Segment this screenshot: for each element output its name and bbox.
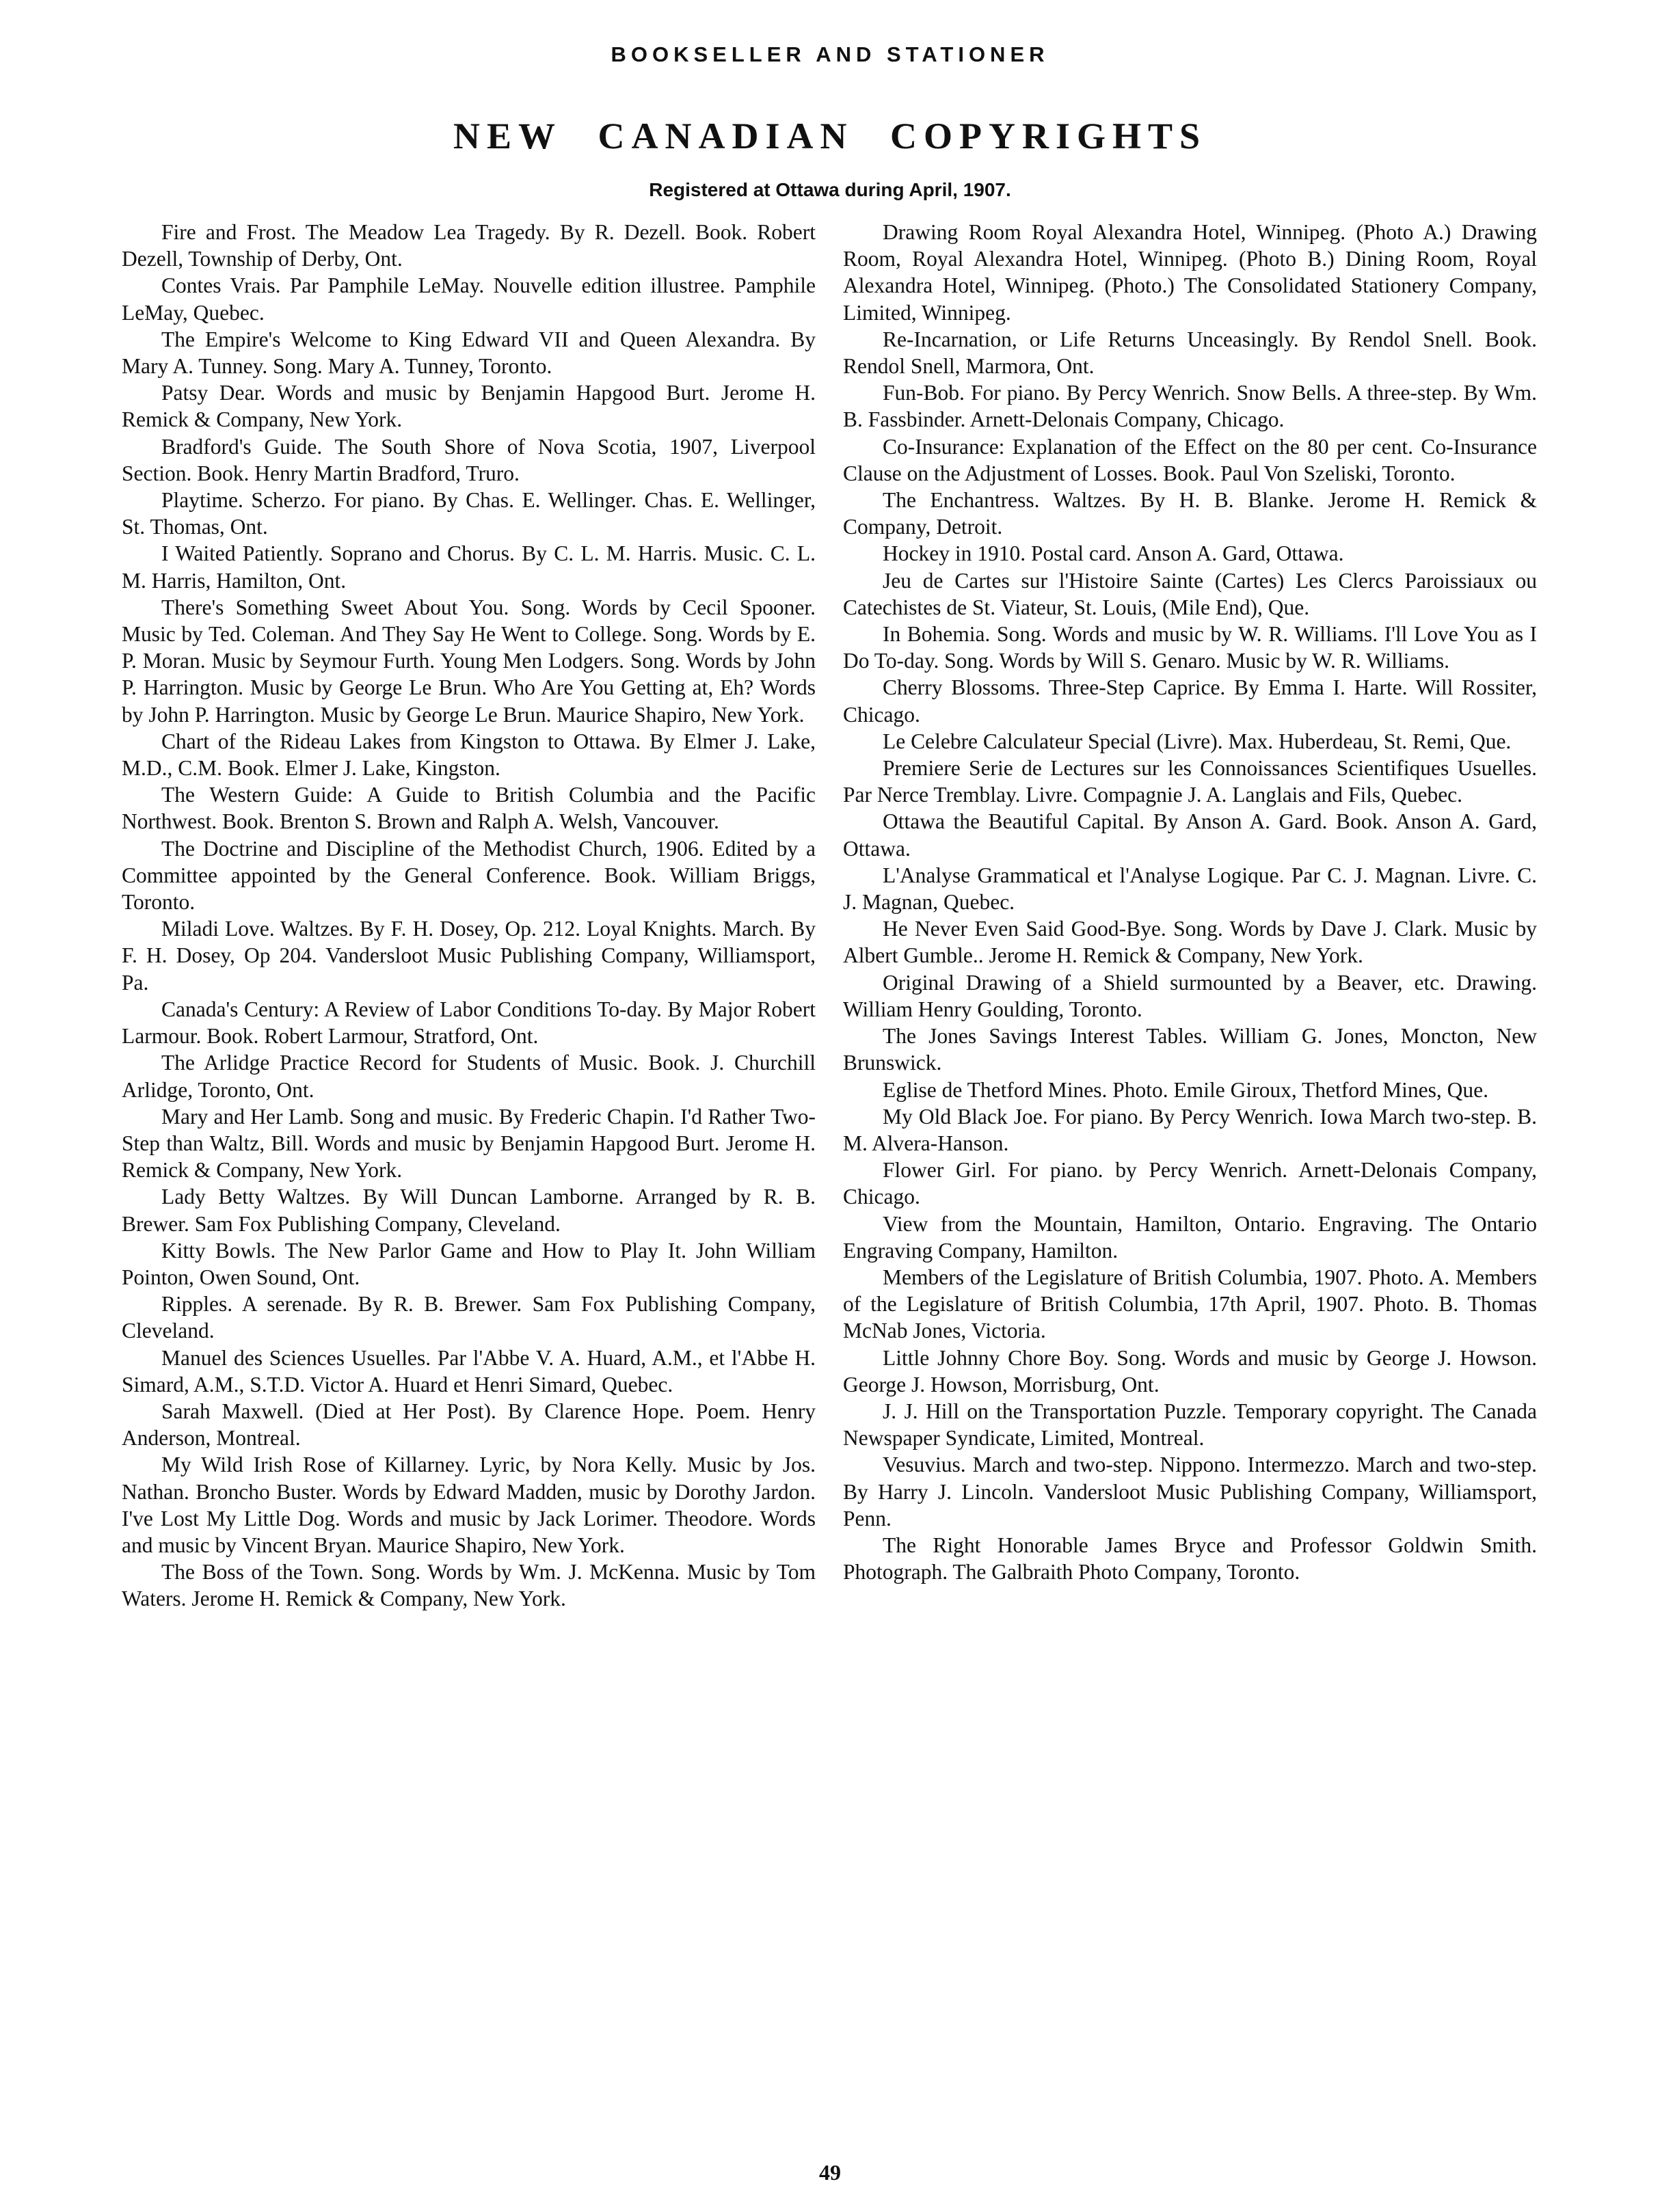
copyright-entry: In Bohemia. Song. Words and music by W. R. Williams. I'll Love You as I Do To-day. Song. Words by Will S. Genaro. Music by W. R. Williams. bbox=[843, 622, 1537, 673]
copyright-entry: The Empire's Welcome to King Edward VII and Queen Alexandra. By Mary A. Tunney. Song. Mary A. Tunney, Toronto. bbox=[122, 327, 816, 379]
copyright-entry: Manuel des Sciences Usuelles. Par l'Abbe V. A. Huard, A.M., et l'Abbe H. Simard, A.M., S.T.D. Victor A. Huard et Henri Simard, Quebec. bbox=[122, 1345, 816, 1397]
copyright-entry: Vesuvius. March and two-step. Nippono. Intermezzo. March and two-step. By Harry J. Lincoln. Vandersloot Music Publishing Company, Williamsport, Penn. bbox=[843, 1453, 1537, 1530]
copyright-entry: Hockey in 1910. Postal card. Anson A. Gard, Ottawa. bbox=[883, 541, 1344, 566]
running-head: BOOKSELLER AND STATIONER bbox=[611, 42, 1049, 66]
copyright-entry: My Old Black Joe. For piano. By Percy Wenrich. Iowa March two-step. B. M. Alvera-Hanson. bbox=[843, 1104, 1537, 1155]
copyright-entry: There's Something Sweet About You. Song. Words by Cecil Spooner. Music by Ted. Coleman. And They Say He Went to College. Song. Words by E. P. Moran. Music by Seymour Furth. Young Men Lodgers. Song. Words by John P. Harrington. Music by George Le Brun. Who Are You Getting at, Eh? Words by John P. Harrington. Music by George Le Brun. Maurice Shapiro, New York. bbox=[122, 595, 816, 727]
copyright-entry: Mary and Her Lamb. Song and music. By Frederic Chapin. I'd Rather Two-Step than Waltz, Bill. Words and music by Benjamin Hapgood Burt. Jerome H. Remick & Company, New York. bbox=[122, 1104, 816, 1183]
copyright-entry: Jeu de Cartes sur l'Histoire Sainte (Cartes) Les Clercs Paroissiaux ou Catechistes de St. Viateur, St. Louis, (Mile End), Que. bbox=[843, 568, 1537, 619]
copyright-entry: The Jones Savings Interest Tables. William G. Jones, Moncton, New Brunswick. bbox=[843, 1024, 1537, 1075]
copyright-entry: Premiere Serie de Lectures sur les Connoissances Scientifiques Usuelles. Par Nerce Tremblay. Livre. Compagnie J. A. Langlais and Fils, Quebec. bbox=[843, 756, 1537, 807]
page-subtitle: Registered at Ottawa during April, 1907. bbox=[649, 179, 1011, 200]
copyright-entry: I Waited Patiently. Soprano and Chorus. By C. L. M. Harris. Music. C. L. M. Harris, Hamilton, Ont. bbox=[122, 541, 816, 593]
copyright-entry: Contes Vrais. Par Pamphile LeMay. Nouvelle edition illustree. Pamphile LeMay, Quebec. bbox=[122, 273, 816, 325]
copyright-entry: Lady Betty Waltzes. By Will Duncan Lamborne. Arranged by R. B. Brewer. Sam Fox Publishing Company, Cleveland. bbox=[122, 1185, 816, 1236]
copyright-entry: Fun-Bob. For piano. By Percy Wenrich. Snow Bells. A three-step. By Wm. B. Fassbinder. Arnett-Delonais Company, Chicago. bbox=[843, 381, 1537, 432]
right-column bbox=[843, 219, 1537, 1585]
copyright-entry: Playtime. Scherzo. For piano. By Chas. E. Wellinger. Chas. E. Wellinger, St. Thomas, Ont. bbox=[122, 488, 816, 539]
copyright-entry: The Doctrine and Discipline of the Methodist Church, 1906. Edited by a Committee appointed by the General Conference. Book. William Briggs, Toronto. bbox=[122, 836, 816, 915]
copyright-entry: Le Celebre Calculateur Special (Livre). Max. Huberdeau, St. Remi, Que. bbox=[883, 729, 1512, 753]
copyright-entry: My Wild Irish Rose of Killarney. Lyric, by Nora Kelly. Music by Jos. Nathan. Broncho Buster. Words by Edward Madden, music by Dorothy Jardon. I've Lost My Little Dog. Words and music by Jack Lorimer. Theodore. Words and music by Vincent Bryan. Maurice Shapiro, New York. bbox=[122, 1453, 816, 1557]
copyright-entry: Eglise de Thetford Mines. Photo. Emile Giroux, Thetford Mines, Que. bbox=[883, 1077, 1488, 1102]
copyright-entry: Sarah Maxwell. (Died at Her Post). By Clarence Hope. Poem. Henry Anderson, Montreal. bbox=[122, 1399, 816, 1451]
page-title: NEW CANADIAN COPYRIGHTS bbox=[453, 116, 1207, 157]
copyright-entry: Chart of the Rideau Lakes from Kingston to Ottawa. By Elmer J. Lake, M.D., C.M. Book. Elmer J. Lake, Kingston. bbox=[122, 729, 816, 781]
copyright-entry: Little Johnny Chore Boy. Song. Words and music by George J. Howson. George J. Howson, Morrisburg, Ont. bbox=[843, 1345, 1537, 1397]
copyright-entry: Kitty Bowls. The New Parlor Game and How to Play It. John William Pointon, Owen Sound, Ont. bbox=[122, 1238, 816, 1289]
copyright-entry: The Arlidge Practice Record for Students of Music. Book. J. Churchill Arlidge, Toronto, Ont. bbox=[122, 1051, 816, 1102]
copyright-entry: L'Analyse Grammatical et l'Analyse Logique. Par C. J. Magnan. Livre. C. J. Magnan, Quebec. bbox=[843, 863, 1537, 915]
copyright-entry: Co-Insurance: Explanation of the Effect on the 80 per cent. Co-Insurance Clause on the Adjustment of Losses. Book. Paul Von Szeliski, Toronto. bbox=[843, 434, 1537, 485]
copyright-entry: Ripples. A serenade. By R. B. Brewer. Sam Fox Publishing Company, Cleveland. bbox=[122, 1292, 816, 1343]
copyright-entry: The Right Honorable James Bryce and Professor Goldwin Smith. Photograph. The Galbraith Photo Company, Toronto. bbox=[843, 1533, 1537, 1584]
copyright-entry: View from the Mountain, Hamilton, Ontario. Engraving. The Ontario Engraving Company, Hamilton. bbox=[843, 1211, 1537, 1263]
copyright-entry: Flower Girl. For piano. by Percy Wenrich. Arnett-Delonais Company, Chicago. bbox=[843, 1158, 1537, 1209]
copyright-entry: The Western Guide: A Guide to British Columbia and the Pacific Northwest. Book. Brenton S. Brown and Ralph A. Welsh, Vancouver. bbox=[122, 783, 816, 834]
copyright-entry: J. J. Hill on the Transportation Puzzle. Temporary copyright. The Canada Newspaper Syndicate, Limited, Montreal. bbox=[843, 1399, 1537, 1451]
copyright-entry: Miladi Love. Waltzes. By F. H. Dosey, Op. 212. Loyal Knights. March. By F. H. Dosey, Op 204. Vandersloot Music Publishing Company, Williamsport, Pa. bbox=[122, 917, 816, 995]
copyright-entry: Fire and Frost. The Meadow Lea Tragedy. By R. Dezell. Book. Robert Dezell, Township of Derby, Ont. bbox=[122, 220, 816, 271]
page-number: 49 bbox=[819, 2160, 841, 2185]
left-column bbox=[122, 219, 816, 1613]
copyright-entry: Canada's Century: A Review of Labor Conditions To-day. By Major Robert Larmour. Book. Robert Larmour, Stratford, Ont. bbox=[122, 997, 816, 1049]
copyright-entry: Re-Incarnation, or Life Returns Unceasingly. By Rendol Snell. Book. Rendol Snell, Marmora, Ont. bbox=[843, 327, 1537, 379]
copyright-entry: Original Drawing of a Shield surmounted by a Beaver, etc. Drawing. William Henry Goulding, Toronto. bbox=[843, 970, 1537, 1021]
copyright-entry: He Never Even Said Good-Bye. Song. Words by Dave J. Clark. Music by Albert Gumble.. Jerome H. Remick & Company, New York. bbox=[843, 917, 1537, 968]
copyright-entry: The Boss of the Town. Song. Words by Wm. J. McKenna. Music by Tom Waters. Jerome H. Remick & Company, New York. bbox=[122, 1560, 816, 1611]
copyright-entry: Bradford's Guide. The South Shore of Nova Scotia, 1907, Liverpool Section. Book. Henry Martin Bradford, Truro. bbox=[122, 434, 816, 485]
copyright-entry: Members of the Legislature of British Columbia, 1907. Photo. A. Members of the Legislature of British Columbia, 17th April, 1907. Photo. B. Thomas McNab Jones, Victoria. bbox=[843, 1265, 1537, 1343]
copyright-entry: The Enchantress. Waltzes. By H. B. Blanke. Jerome H. Remick & Company, Detroit. bbox=[843, 488, 1537, 539]
copyright-entry: Patsy Dear. Words and music by Benjamin Hapgood Burt. Jerome H. Remick & Company, New York. bbox=[122, 381, 816, 432]
copyright-entry: Drawing Room Royal Alexandra Hotel, Winnipeg. (Photo A.) Drawing Room, Royal Alexandra Hotel, Winnipeg. (Photo B.) Dining Room, Royal Alexandra Hotel, Winnipeg. (Photo.) The Consolidated Stationery Company, Limited, Winnipeg. bbox=[843, 220, 1537, 325]
copyright-entry: Cherry Blossoms. Three-Step Caprice. By Emma I. Harte. Will Rossiter, Chicago. bbox=[843, 675, 1537, 727]
copyright-entry: Ottawa the Beautiful Capital. By Anson A. Gard. Book. Anson A. Gard, Ottawa. bbox=[843, 809, 1537, 861]
